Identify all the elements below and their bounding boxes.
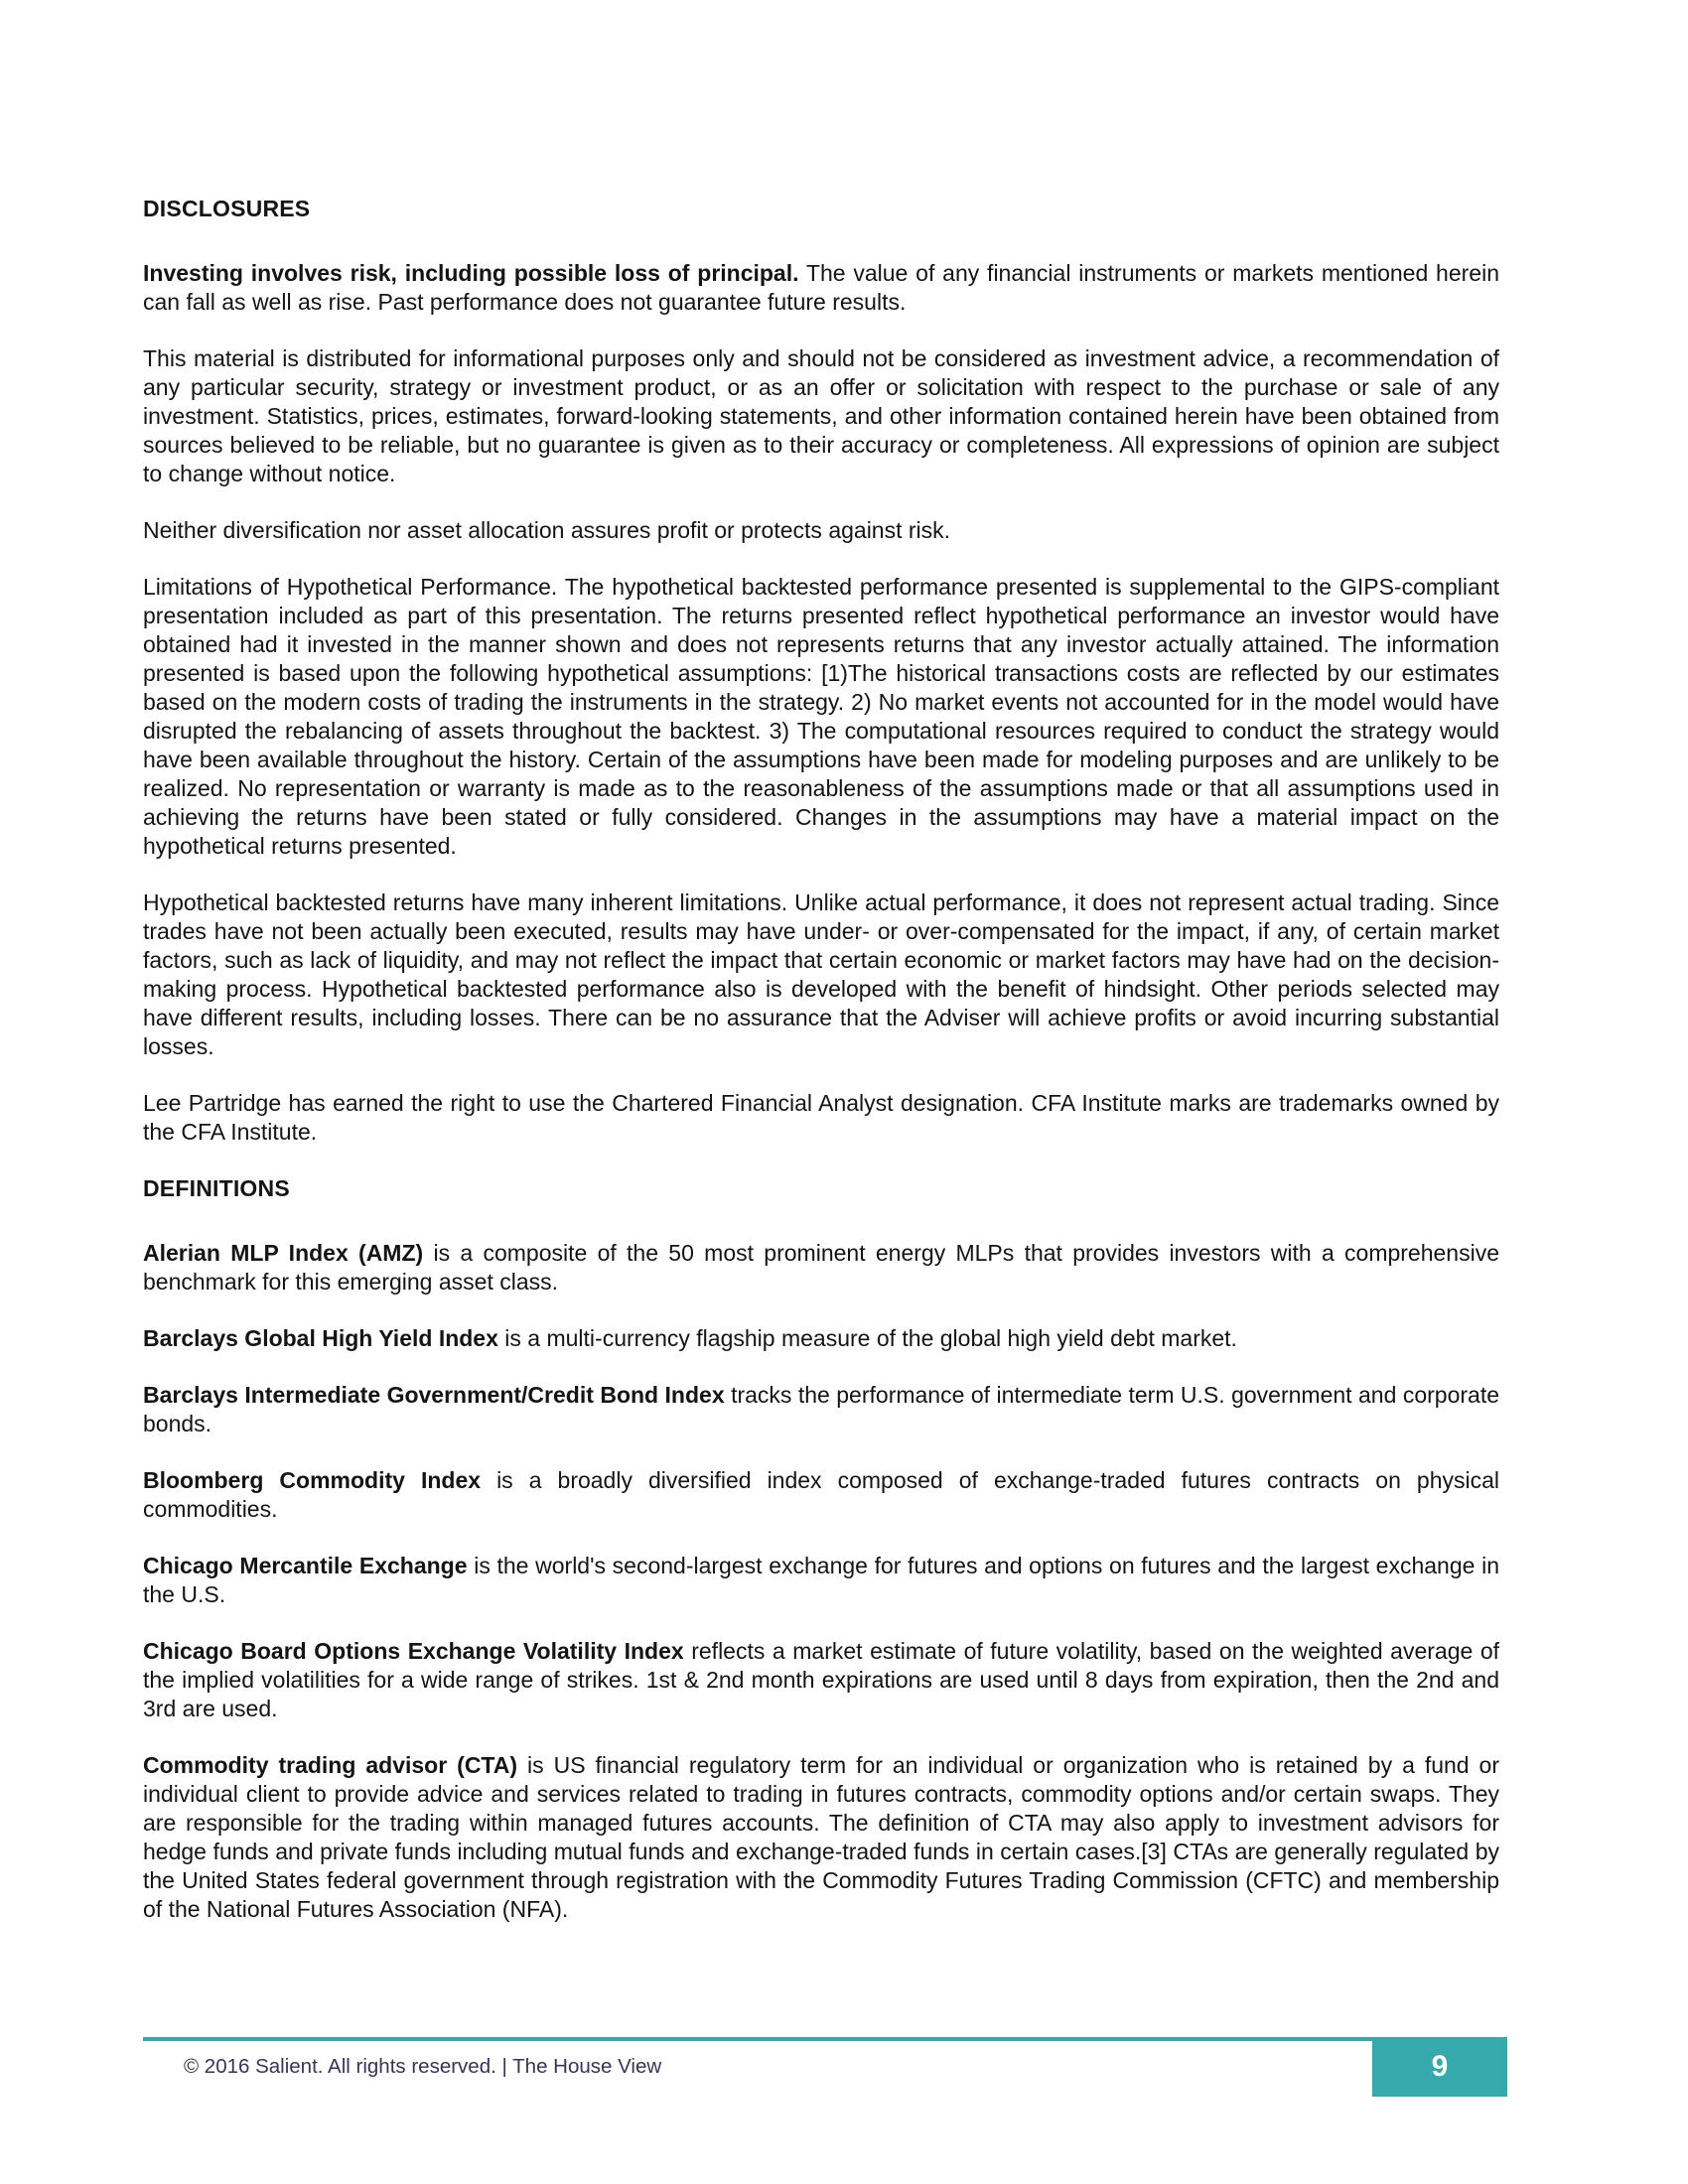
definition-term: Alerian MLP Index (AMZ): [143, 1240, 424, 1266]
definition-term: Commodity trading advisor (CTA): [143, 1752, 518, 1778]
definition-paragraph: [143, 1239, 1499, 1297]
definition-paragraph: [143, 1751, 1499, 1924]
definition-term: Chicago Mercantile Exchange: [143, 1553, 468, 1578]
paragraph-text: Hypothetical backtested returns have many inherent limitations. Unlike actual performance, it does not represent actual trading. Since trades have not been actually been executed, results may have under- or over-compensated for the impact, if any, of certain market factors, such as lack of liquidity, and may not reflect the impact that certain economic or market factors may have had on the decision-making process. Hypothetical backtested performance also is developed with the benefit of hindsight. Other periods selected may have different results, including losses. There can be no assurance that the Adviser will achieve profits or avoid incurring substantial losses.: [143, 889, 1499, 1059]
definition-term: Barclays Global High Yield Index: [143, 1325, 498, 1351]
definition-paragraph: [143, 1637, 1499, 1723]
disclosure-paragraph: [143, 344, 1499, 488]
definition-text: tracks the performance of intermediate term U.S. government and corporate bonds.: [143, 1382, 1499, 1436]
page-number-badge: 9: [1372, 2037, 1507, 2097]
definition-paragraph: [143, 1381, 1499, 1438]
footer-copyright: © 2016 Salient. All rights reserved. | The House View: [184, 2055, 662, 2078]
definition-paragraph: [143, 1324, 1499, 1353]
paragraph-text: Limitations of Hypothetical Performance. The hypothetical backtested performance presented is supplemental to the GIPS-compliant presentation included as part of this presentation. The returns presented reflect hypothetical performance an investor would have obtained had it invested in the manner shown and does not represents returns that any investor actually attained. The information presented is based upon the following hypothetical assumptions: [1)The historical transactions costs are reflected by our estimates based on the modern costs of trading the instruments in the strategy. 2) No market events not accounted for in the model would have disrupted the rebalancing of assets throughout the backtest. 3) The computational resources required to conduct the strategy would have been available throughout the history. Certain of the assumptions have been made for modeling purposes and are unlikely to be realized. No representation or warranty is made as to the reasonableness of the assumptions made or that all assumptions used in achieving the returns have been stated or fully considered. Changes in the assumptions may have a material impact on the hypothetical returns presented.: [143, 574, 1499, 859]
page-content: [143, 195, 1499, 1952]
disclosure-paragraph: [143, 888, 1499, 1061]
paragraph-text: This material is distributed for informational purposes only and should not be considered as investment advice, a recommendation of any particular security, strategy or investment product, or as an offer or solicitation with respect to the purchase or sale of any investment. Statistics, prices, estimates, forward-looking statements, and other information contained herein have been obtained from sources believed to be reliable, but no guarantee is given as to their accuracy or completeness. All expressions of opinion are subject to change without notice.: [143, 345, 1499, 486]
disclosures-heading: DISCLOSURES: [143, 196, 311, 221]
paragraph-text: Lee Partridge has earned the right to use the Chartered Financial Analyst designation. CFA Institute marks are trademarks owned by the CFA Institute.: [143, 1090, 1499, 1145]
definition-text: is the world's second-largest exchange for futures and options on futures and the largest exchange in the U.S.: [143, 1553, 1500, 1607]
definition-text: reflects a market estimate of future volatility, based on the weighted average of the implied volatilities for a wide range of strikes. 1st & 2nd month expirations are used until 8 days from expiration, then the 2nd and 3rd are used.: [143, 1638, 1500, 1721]
paragraph-lead: Investing involves risk, including possible loss of principal.: [143, 260, 799, 286]
paragraph-text: Neither diversification nor asset allocation assures profit or protects against risk.: [143, 517, 951, 543]
definition-text: is a broadly diversified index composed of exchange-traded futures contracts on physical commodities.: [143, 1467, 1499, 1522]
disclosure-paragraph: [143, 516, 1499, 545]
definition-paragraph: [143, 1552, 1499, 1609]
definition-term: Chicago Board Options Exchange Volatility Index: [143, 1638, 684, 1664]
disclosure-paragraph: [143, 573, 1499, 861]
definition-term: Barclays Intermediate Government/Credit Bond Index: [143, 1382, 725, 1408]
definitions-heading: DEFINITIONS: [143, 1175, 290, 1201]
definition-text: is US financial regulatory term for an individual or organization who is retained by a fund or individual client to provide advice and services related to trading in futures contracts, commodity options and/or certain swaps. They are responsible for the trading within managed futures accounts. The definition of CTA may also apply to investment advisors for hedge funds and private funds including mutual funds and exchange-traded funds in certain cases.[3] CTAs are generally regulated by the United States federal government through registration with the Commodity Futures Trading Commission (CFTC) and membership of the National Futures Association (NFA).: [143, 1752, 1500, 1922]
paragraph-text: The value of any financial instruments or markets mentioned herein can fall as well as rise. Past performance does not guarantee future results.: [143, 260, 1499, 315]
definition-paragraph: [143, 1466, 1499, 1524]
definition-term: Bloomberg Commodity Index: [143, 1467, 482, 1493]
definition-text: is a multi-currency flagship measure of the global high yield debt market.: [504, 1325, 1237, 1351]
disclosure-paragraph: [143, 1089, 1499, 1147]
definition-text: is a composite of the 50 most prominent energy MLPs that provides investors with a comprehensive benchmark for this emerging asset class.: [143, 1240, 1499, 1295]
disclosure-paragraph: [143, 259, 1499, 317]
